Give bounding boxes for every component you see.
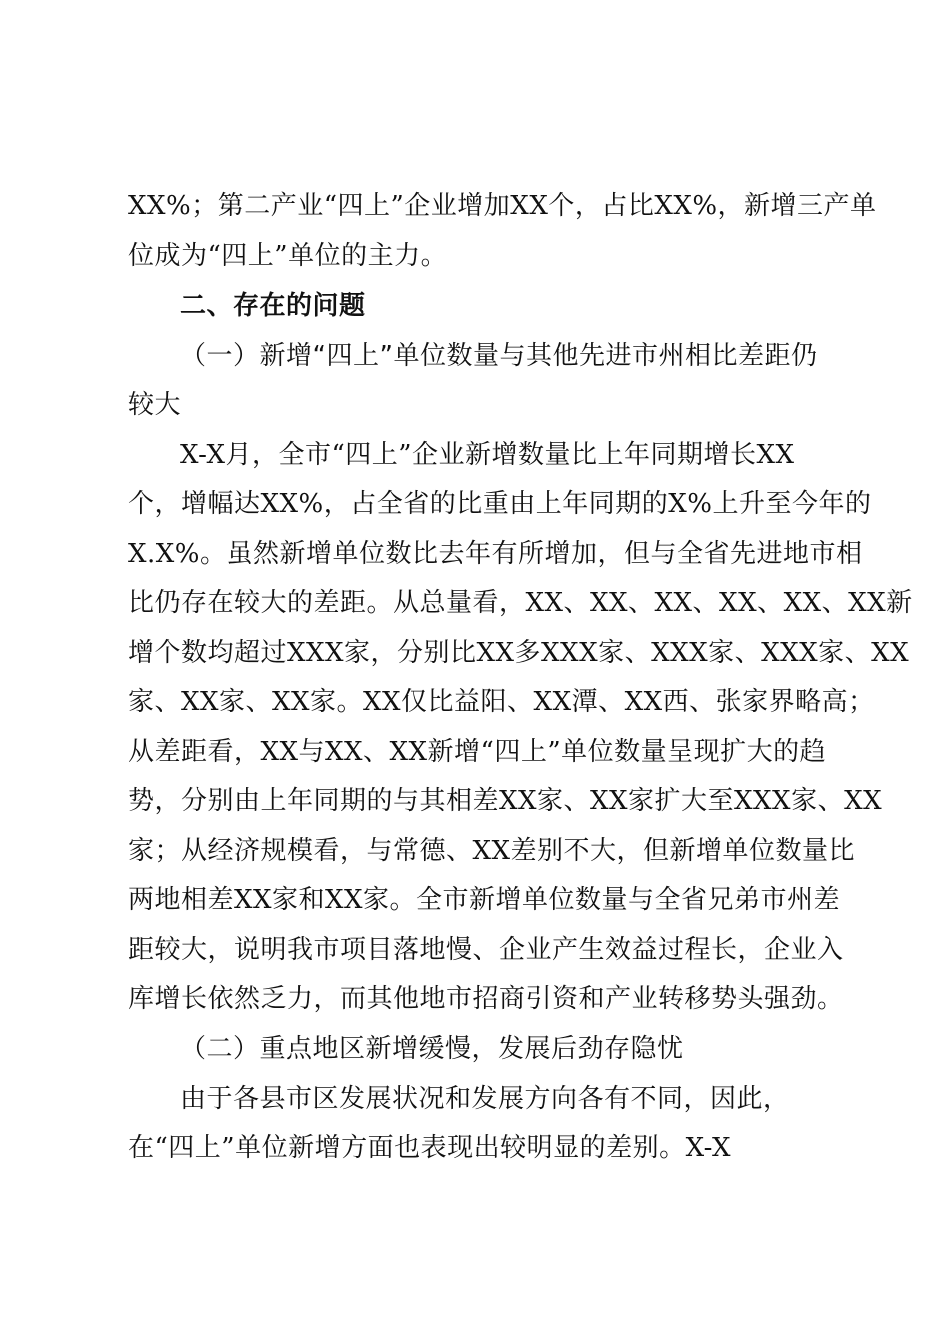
paragraph-line: 个，增幅达XX%，占全省的比重由上年同期的X%上升至今年的 [128, 489, 872, 519]
paragraph-line: 在“四上”单位新增方面也表现出较明显的差别。X-X [128, 1133, 732, 1163]
paragraph-line: 家；从经济规模看，与常德、XX差别不大，但新增单位数量比 [128, 836, 856, 866]
paragraph-line: X-X月，全市“四上”企业新增数量比上年同期增长XX [180, 440, 795, 470]
subsection-heading: （二）重点地区新增缓慢，发展后劲存隐忧 [180, 1034, 684, 1064]
paragraph-line: 从差距看，XX与XX、XX新增“四上”单位数量呈现扩大的趋 [128, 737, 827, 767]
paragraph-line: 比仍存在较大的差距。从总量看，XX、XX、XX、XX、XX、XX新 [128, 588, 913, 618]
paragraph-line: 家、XX家、XX家。XX仅比益阳、XX潭、XX西、张家界略高； [128, 687, 875, 717]
subsection-heading: （一）新增“四上”单位数量与其他先进市州相比差距仍 [180, 341, 818, 371]
paragraph-line: XX%；第二产业“四上”企业增加XX个，占比XX%，新增三产单 [128, 191, 877, 221]
paragraph-line: 位成为“四上”单位的主力。 [128, 241, 448, 271]
paragraph-line: X.X%。虽然新增单位数比去年有所增加，但与全省先进地市相 [128, 539, 863, 569]
paragraph-line: 库增长依然乏力，而其他地市招商引资和产业转移势头强劲。 [128, 984, 844, 1014]
subsection-heading: 较大 [128, 390, 182, 420]
paragraph-line: 两地相差XX家和XX家。全市新增单位数量与全省兄弟市州差 [128, 885, 841, 915]
paragraph-line: 由于各县市区发展状况和发展方向各有不同，因此， [180, 1084, 790, 1114]
section-heading: 二、存在的问题 [180, 291, 366, 321]
paragraph-line: 势，分别由上年同期的与其相差XX家、XX家扩大至XXX家、XX [128, 786, 883, 816]
paragraph-line: 增个数均超过XXX家，分别比XX多XXX家、XXX家、XXX家、XX [128, 638, 910, 668]
paragraph-line: 距较大，说明我市项目落地慢、企业产生效益过程长，企业入 [128, 935, 844, 965]
